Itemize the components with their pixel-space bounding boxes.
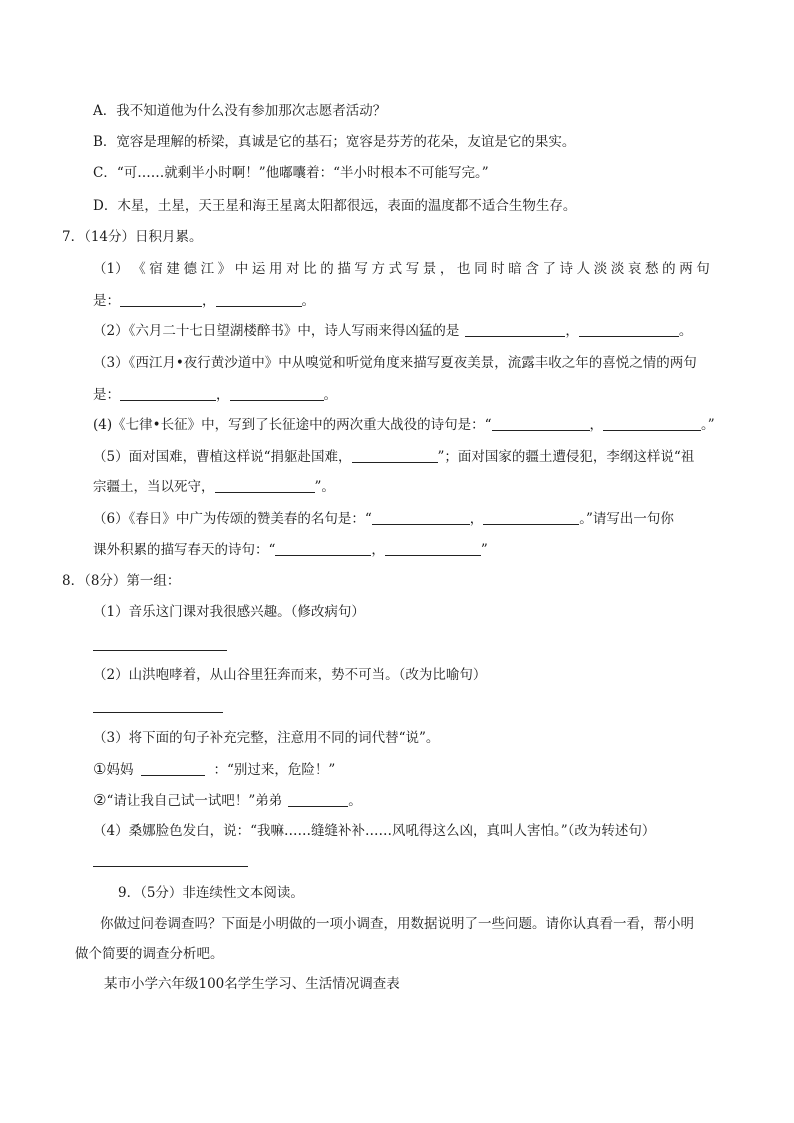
option-c: C．“可……就剩半小时啊！”他嘟囔着：“半小时根本不可能写完。” [93, 165, 489, 181]
q7-item-1-text: ， [439, 261, 454, 277]
option-a: A．我不知道他为什么没有参加那次志愿者活动？ [93, 103, 387, 119]
q7-item-3-line: （3）《西江月•夜行黄沙道中》中从嗅觉和听觉角度来描写夏夜美景，流露丰收之年的喜悦之情的两句 [93, 355, 697, 371]
q8-item-3-1-text: 妈妈 [106, 762, 134, 778]
q7-item-1-line [93, 260, 710, 278]
q7-item-6-text-2: 。”请写出一句你 [579, 511, 674, 527]
quote-close: ”。 [314, 479, 335, 495]
period: 。 [678, 323, 693, 339]
q7-item-1-text: 德 [183, 261, 197, 277]
answer-blank[interactable] [492, 416, 590, 431]
answer-blank[interactable] [465, 322, 565, 337]
q7-item-1-text: 淡 [610, 261, 625, 277]
q7-item-1-text: 了 [542, 261, 556, 277]
q7-item-5-line-2 [93, 478, 335, 496]
answer-blank[interactable] [215, 478, 315, 493]
comma: ， [202, 293, 216, 309]
q7-item-1-text: 对 [286, 261, 300, 277]
answer-blank[interactable] [603, 416, 701, 431]
answer-blank[interactable] [385, 541, 481, 556]
q7-item-1-text: 愁 [645, 261, 659, 277]
q7-item-3-answer-line [93, 386, 337, 404]
q7-item-1-text: 用 [268, 261, 283, 277]
q7-item-2-line [93, 322, 692, 340]
q7-item-1-text: 式 [388, 261, 403, 277]
comma: ， [565, 323, 579, 339]
q7-item-1-text: 暗 [508, 261, 522, 277]
circled-number-2: ② [93, 791, 107, 809]
answer-line[interactable] [93, 650, 227, 651]
q7-item-6-text-3: 课外积累的描写春天的诗句：“ [93, 542, 276, 558]
quote-close: ” [480, 542, 488, 558]
q7-item-1-text: 的 [662, 261, 676, 277]
q8-item-3-2 [93, 791, 362, 810]
q8-item-3: （3）将下面的句子补充完整，注意用不同的词代替“说”。 [93, 730, 440, 746]
q9-paragraph-line-1: 你做过问卷调查吗？下面是小明做的一项小调查，用数据说明了一些问题。请你认真看一看，帮小明 [100, 916, 694, 932]
q7-item-6-line [93, 510, 674, 528]
answer-blank[interactable] [120, 292, 202, 307]
q7-item-1-text: 写 [354, 261, 368, 277]
answer-line[interactable] [93, 712, 223, 713]
q7-item-1-answer-line [93, 292, 315, 310]
q7-item-1-text: 建 [166, 261, 180, 277]
q7-item-1-text: 宿 [149, 261, 163, 277]
q7-item-5-text-3: 宗疆土，当以死守， [93, 479, 215, 495]
q7-item-1-text: 写 [405, 261, 420, 277]
q7-item-1-text: 哀 [627, 261, 642, 277]
q7-item-1-text: 》 [217, 261, 232, 277]
answer-blank[interactable] [120, 386, 216, 401]
q7-item-1-text: 中 [234, 261, 249, 277]
q8-item-3-2-text: “请让我自己试一试吧！”弟弟 [106, 793, 283, 809]
answer-line[interactable] [93, 866, 248, 867]
q7-item-1-text: 也 [456, 261, 471, 277]
q7-item-1-label: （1） [93, 261, 129, 277]
q8-item-3-1 [93, 760, 335, 779]
q7-item-1-text: 时 [491, 261, 505, 277]
q8-item-4: （4）桑娜脸色发白，说：“我嘛……缝缝补补……风吼得这么凶，真叫人害怕。”（改为转述句） [93, 823, 656, 839]
period: 。” [701, 417, 715, 433]
period: 。 [348, 793, 362, 809]
q7-item-5-text: （5）面对国难，曹植这样说“捐躯赴国难， [93, 449, 352, 465]
comma: ， [469, 511, 484, 527]
q7-item-1-text: 含 [525, 261, 539, 277]
q7-item-1-text: 比 [303, 261, 317, 277]
q7-item-4-line [93, 416, 715, 434]
q7-item-1-text: 运 [251, 261, 266, 277]
circled-number-1: ① [93, 760, 107, 778]
comma: ， [371, 542, 385, 558]
answer-blank[interactable] [288, 792, 348, 807]
q7-item-1-text: 诗 [559, 261, 574, 277]
q7-item-1-text: 江 [200, 261, 215, 277]
q7-item-4-text: (4)《七律•长征》中，写到了长征途中的两次重大战役的诗句是：“ [93, 417, 492, 433]
period: 。 [323, 387, 337, 403]
q7-item-1-text: 方 [371, 261, 385, 277]
q7-item-5-line [93, 448, 694, 466]
survey-table-title: 某市小学六年级100名学生学习、生活情况调查表 [104, 976, 400, 992]
answer-blank[interactable] [579, 322, 679, 337]
q7-item-3-prefix: 是： [93, 387, 120, 403]
option-d: D．木星，土星，天王星和海王星离太阳都很远，表面的温度都不适合生物生存。 [93, 198, 577, 214]
q9-paragraph-line-2: 做个简要的调查分析吧。 [75, 946, 224, 962]
question-9-title: 9．（5分）非连续性文本阅读。 [118, 885, 304, 901]
q7-item-1-text: 句 [696, 261, 710, 277]
answer-blank[interactable] [275, 541, 371, 556]
q7-item-1-text: 同 [474, 261, 488, 277]
q7-item-5-text-2: ”；面对国家的疆土遭侵犯，李纲这样说“祖 [437, 449, 695, 465]
q8-item-2: （2）山洪咆哮着，从山谷里狂奔而来，势不可当。（改为比喻句） [93, 667, 487, 683]
q7-item-6-line-2 [93, 541, 488, 559]
q7-item-1-text: 两 [679, 261, 693, 277]
comma: ， [216, 387, 230, 403]
answer-blank[interactable] [352, 448, 438, 463]
answer-blank[interactable] [230, 386, 324, 401]
q7-item-1-text: 描 [337, 261, 351, 277]
q7-item-1-text: 人 [576, 261, 591, 277]
option-b: B．宽容是理解的桥梁，真诚是它的基石；宽容是芬芳的花朵，友谊是它的果实。 [93, 134, 576, 150]
question-8-title: 8．（8分）第一组： [62, 573, 181, 589]
question-7-title: 7．（14分）日积月累。 [62, 229, 203, 245]
q7-item-1-text: 的 [320, 261, 334, 277]
q8-item-1: （1）音乐这门课对我很感兴趣。（修改病句） [93, 604, 365, 620]
answer-blank[interactable] [141, 761, 205, 776]
period: 。 [301, 293, 315, 309]
q8-item-3-1-text-2: ：“别过来，危险！” [213, 762, 336, 778]
q7-item-6-text: （6）《春日》中广为传颂的赞美春的名句是：“ [93, 511, 372, 527]
answer-blank[interactable] [483, 510, 579, 525]
q7-item-1-text: 《 [132, 261, 146, 277]
answer-blank[interactable] [372, 510, 470, 525]
comma: ， [589, 417, 603, 433]
q7-item-1-text: 景 [422, 261, 437, 277]
q7-item-1-text: 淡 [593, 261, 608, 277]
q7-item-1-prefix: 是： [93, 293, 120, 309]
answer-blank[interactable] [216, 292, 302, 307]
q7-item-2-text: （2）《六月二十七日望湖楼醉书》中，诗人写雨来得凶猛的是 [93, 323, 460, 339]
